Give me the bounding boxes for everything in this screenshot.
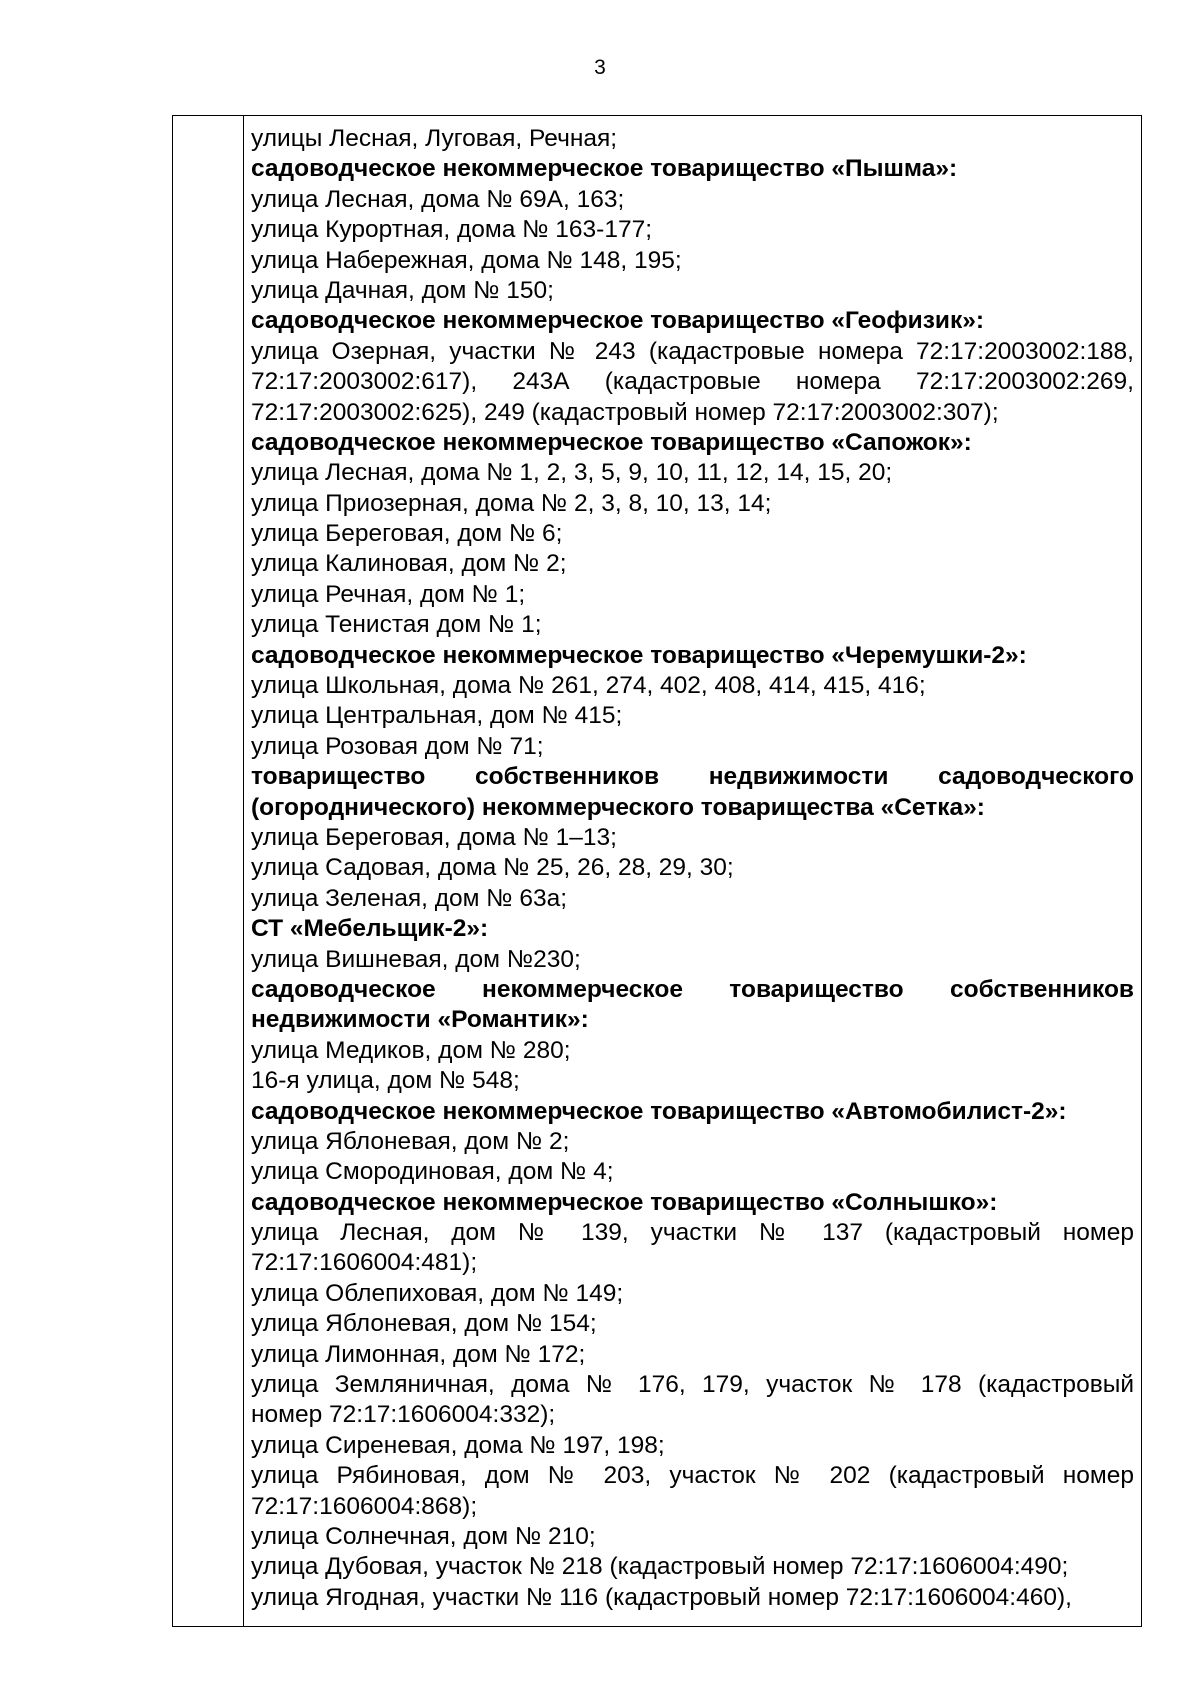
content-column xyxy=(244,116,1141,1626)
address-line: улица Лесная, дома № 1, 2, 3, 5, 9, 10, 11, 12, 14, 15, 20; xyxy=(251,459,893,487)
section-heading: недвижимости «Романтик»: xyxy=(251,1006,589,1034)
address-line: улица Лесная, дома № 69А, 163; xyxy=(251,185,625,213)
page-number: 3 xyxy=(594,56,606,79)
address-line: 16-я улица, дом № 548; xyxy=(251,1067,520,1095)
address-line: 72:17:1606004:868); xyxy=(251,1492,478,1520)
address-line: улица Набережная, дома № 148, 195; xyxy=(251,246,682,274)
address-line: улица Речная, дом № 1; xyxy=(251,580,526,608)
address-line: улица Озерная, участки № 243 (кадастровые номера 72:17:2003002:188, xyxy=(251,337,1134,365)
number-column xyxy=(173,116,244,1626)
address-line: улица Дубовая, участок № 218 (кадастровый номер 72:17:1606004:490; xyxy=(251,1553,1069,1581)
address-line: улица Лимонная, дом № 172; xyxy=(251,1340,586,1368)
section-heading: СТ «Мебельщик-2»: xyxy=(251,915,489,943)
section-heading: садоводческое некоммерческое товарищество «Сапожок»: xyxy=(251,428,972,456)
address-line: улица Сиреневая, дома № 197, 198; xyxy=(251,1431,665,1459)
address-line: улица Облепиховая, дом № 149; xyxy=(251,1279,624,1307)
address-line: улица Солнечная, дом № 210; xyxy=(251,1522,596,1550)
address-line: 72:17:2003002:625), 249 (кадастровый номер 72:17:2003002:307); xyxy=(251,398,999,426)
address-line: улица Медиков, дом № 280; xyxy=(251,1036,571,1064)
address-line: улица Береговая, дома № 1–13; xyxy=(251,823,617,851)
address-line: улицы Лесная, Луговая, Речная; xyxy=(251,125,618,152)
address-line: улица Центральная, дом № 415; xyxy=(251,702,623,730)
section-heading: садоводческое некоммерческое товарищество «Автомобилист-2»: xyxy=(251,1097,1067,1125)
address-line: улица Приозерная, дома № 2, 3, 8, 10, 13, 14; xyxy=(251,489,772,517)
section-heading: садоводческое некоммерческое товарищество «Черемушки-2»: xyxy=(251,641,1027,669)
address-line: улица Ягодная, участки № 116 (кадастровый номер 72:17:1606004:460), xyxy=(251,1583,1072,1611)
address-line: улица Тенистая дом № 1; xyxy=(251,611,542,639)
address-line: улица Калиновая, дом № 2; xyxy=(251,550,567,578)
address-line: 72:17:2003002:617), 243А (кадастровые номера 72:17:2003002:269, xyxy=(251,368,1134,396)
address-line: улица Вишневая, дом №230; xyxy=(251,945,581,973)
section-heading: товарищество собственников недвижимости садоводческого xyxy=(251,763,1134,791)
address-line: улица Береговая, дом № 6; xyxy=(251,520,563,548)
address-line: улица Рябиновая, дом № 203, участок № 202 (кадастровый номер xyxy=(251,1462,1134,1490)
address-line: улица Яблоневая, дом № 154; xyxy=(251,1310,597,1338)
address-line: улица Смородиновая, дом № 4; xyxy=(251,1158,614,1186)
address-line: улица Школьная, дома № 261, 274, 402, 408, 414, 415, 416; xyxy=(251,672,926,700)
section-heading: (огороднического) некоммерческого товарищества «Сетка»: xyxy=(251,793,985,821)
document-table xyxy=(172,115,1142,1627)
address-line: улица Дачная, дом № 150; xyxy=(251,276,554,304)
address-line: улица Земляничная, дома № 176, 179, участок № 178 (кадастровый xyxy=(251,1371,1134,1399)
address-line: 72:17:1606004:481); xyxy=(251,1249,478,1277)
section-heading: садоводческое некоммерческое товарищество собственников xyxy=(251,975,1134,1003)
address-line: улица Курортная, дома № 163-177; xyxy=(251,216,653,244)
section-heading: садоводческое некоммерческое товарищество «Геофизик»: xyxy=(251,307,985,335)
address-line: улица Розовая дом № 71; xyxy=(251,732,544,760)
address-line: улица Лесная, дом № 139, участки № 137 (кадастровый номер xyxy=(251,1219,1134,1247)
section-heading: садоводческое некоммерческое товарищество «Пышма»: xyxy=(251,155,958,183)
section-heading: садоводческое некоммерческое товарищество «Солнышко»: xyxy=(251,1188,998,1216)
address-line: улица Зеленая, дом № 63а; xyxy=(251,884,568,912)
address-line: номер 72:17:1606004:332); xyxy=(251,1401,556,1429)
address-line: улица Яблоневая, дом № 2; xyxy=(251,1127,570,1155)
address-line: улица Садовая, дома № 25, 26, 28, 29, 30; xyxy=(251,854,734,882)
